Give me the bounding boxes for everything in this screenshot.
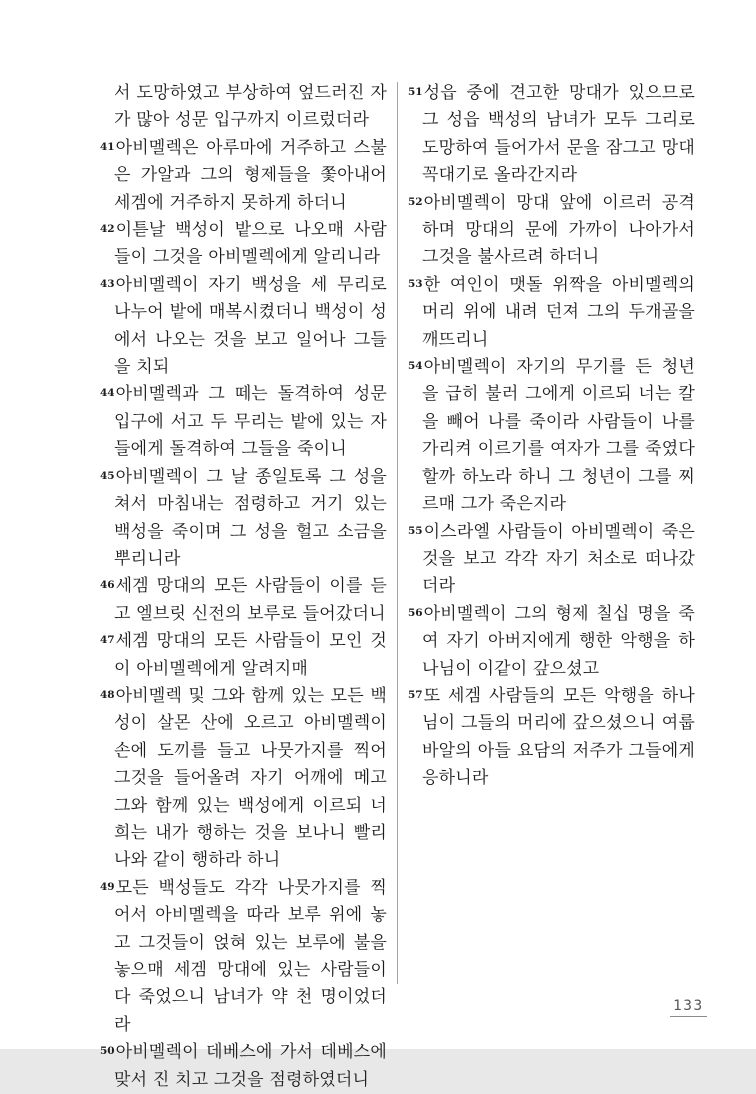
verse-number: 46 bbox=[100, 579, 115, 592]
verse-number: 49 bbox=[100, 880, 115, 893]
verse-53: $^{53}$한 여인이 맷돌 위짝을 아비멜렉의 머리 위에 내려 던져 그의 두개골을 깨뜨리니 bbox=[408, 274, 695, 350]
verse-49: $^{49}$모든 백성들도 각각 나뭇가지를 찍어서 아비멜렉을 따라 보루 위에 놓고 그것들이 얹혀 있는 보루에 불을 놓으매 세겜 망대에 있는 사람들이 다 죽었으니 남녀가 약 천 명이었더라 bbox=[100, 877, 387, 1035]
verse-57: $^{57}$또 세겜 사람들의 모든 악행을 하나님이 그들의 머리에 갚으셨으니 여룹바알의 아들 요담의 저주가 그들에게 응하니라 bbox=[408, 685, 695, 789]
verse-42: $^{42}$이튿날 백성이 밭으로 나오매 사람들이 그것을 아비멜렉에게 알리니라 bbox=[100, 220, 387, 268]
verse-46: $^{46}$세겜 망대의 모든 사람들이 이를 듣고 엘브릿 신전의 보루로 들어갔더니 bbox=[100, 576, 387, 624]
verse-number: 52 bbox=[408, 195, 423, 208]
verse-continuation: 서 도망하였고 부상하여 엎드러진 자가 많아 성문 입구까지 이르렀더라 bbox=[114, 83, 387, 131]
verse-number: 56 bbox=[408, 606, 423, 619]
verse-43: $^{43}$아비멜렉이 자기 백성을 세 무리로 나누어 밭에 매복시켰더니 백성이 성에서 나오는 것을 보고 일어나 그들을 치되 bbox=[100, 274, 387, 378]
verse-47: $^{47}$세겜 망대의 모든 사람들이 모인 것이 아비멜렉에게 알려지매 bbox=[100, 631, 387, 679]
verse-56: $^{56}$아비멜렉이 그의 형제 칠십 명을 죽여 자기 아버지에게 행한 악행을 하나님이 이같이 갚으셨고 bbox=[408, 603, 695, 679]
verse-number: 57 bbox=[408, 688, 423, 701]
verse-number: 47 bbox=[100, 634, 115, 647]
verse-number: 45 bbox=[100, 469, 115, 482]
verse-44: $^{44}$아비멜렉과 그 떼는 돌격하여 성문 입구에 서고 두 무리는 밭에 있는 자들에게 돌격하여 그들을 죽이니 bbox=[100, 384, 387, 460]
verse-55: $^{55}$이스라엘 사람들이 아비멜렉이 죽은 것을 보고 각각 자기 처소로 떠나갔더라 bbox=[408, 521, 695, 597]
verse-48: $^{48}$아비멜렉 및 그와 함께 있는 모든 백성이 살몬 산에 오르고 아비멜렉이 손에 도끼를 들고 나뭇가지를 찍어 그것을 들어올려 자기 어깨에 메고 그와 함께 있는 백성에게 이르되 너희는 내가 행하는 것을 보나니 빨리 나와 같이 행하라 하니 bbox=[100, 685, 387, 871]
verse-50: $^{50}$아비멜렉이 데베스에 가서 데베스에 맞서 진 치고 그것을 점령하였더니 bbox=[100, 1042, 387, 1090]
page-number: 133 bbox=[670, 998, 707, 1017]
verse-52: $^{52}$아비멜렉이 망대 앞에 이르러 공격하며 망대의 문에 가까이 나아가서 그것을 불사르려 하더니 bbox=[408, 192, 695, 268]
right-text-column bbox=[408, 80, 695, 793]
verse-54: $^{54}$아비멜렉이 자기의 무기를 든 청년을 급히 불러 그에게 이르되 너는 칼을 빼어 나를 죽이라 사람들이 나를 가리켜 이르기를 여자가 그를 죽였다 할까 하노라 하니 그 청년이 그를 찌르매 그가 죽은지라 bbox=[408, 357, 695, 515]
verse-51: $^{51}$성읍 중에 견고한 망대가 있으므로 그 성읍 백성의 남녀가 모두 그리로 도망하여 들어가서 문을 잠그고 망대 꼭대기로 올라간지라 bbox=[408, 83, 695, 186]
verse-number: 51 bbox=[408, 86, 423, 98]
verse-number: 53 bbox=[408, 277, 423, 290]
verse-number: 44 bbox=[100, 387, 115, 400]
left-text-column bbox=[100, 80, 387, 1094]
verse-number: 43 bbox=[100, 277, 115, 290]
verse-number: 42 bbox=[100, 223, 115, 236]
verse-number: 48 bbox=[100, 688, 115, 701]
verse-41: $^{41}$아비멜렉은 아루마에 거주하고 스불은 가알과 그의 형제들을 쫓아내어 세겜에 거주하지 못하게 하더니 bbox=[100, 137, 387, 213]
verse-number: 54 bbox=[408, 360, 423, 373]
column-divider bbox=[397, 82, 398, 984]
verse-number: 41 bbox=[100, 140, 115, 153]
verse-number: 55 bbox=[408, 524, 423, 537]
verse-45: $^{45}$아비멜렉이 그 날 종일토록 그 성을 쳐서 마침내는 점령하고 거기 있는 백성을 죽이며 그 성을 헐고 소금을 뿌리니라 bbox=[100, 466, 387, 569]
verse-number: 50 bbox=[100, 1045, 115, 1058]
